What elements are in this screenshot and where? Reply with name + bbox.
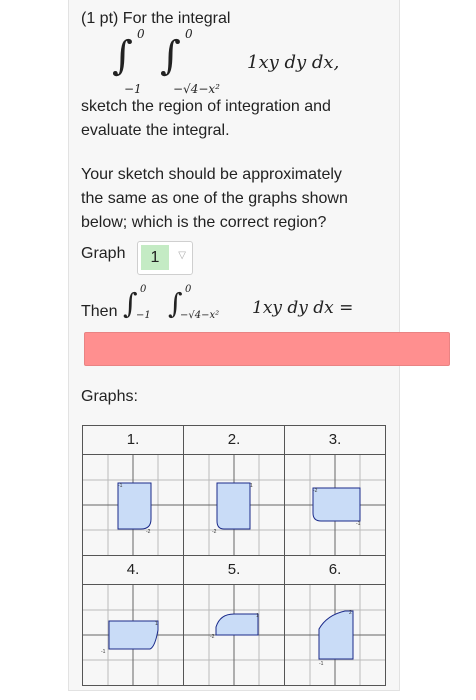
graph-number-4: 4. bbox=[83, 556, 184, 585]
tick-label: 1 bbox=[256, 613, 259, 619]
tick-label: -2 bbox=[313, 488, 318, 494]
tick-label: 1 bbox=[155, 621, 158, 627]
instruction-line-1: sketch the region of integration and bbox=[81, 98, 331, 115]
tick-label: -1 bbox=[319, 661, 324, 667]
tick-label: -2 bbox=[210, 634, 215, 640]
integral-sign-outer: ∫ bbox=[112, 33, 133, 79]
graph-number-6: 6. bbox=[285, 556, 386, 585]
graphs-table bbox=[82, 425, 386, 686]
graph-option-3 bbox=[285, 455, 386, 556]
then-inner-upper: 0 bbox=[185, 284, 192, 295]
graph-select[interactable] bbox=[137, 241, 193, 275]
outer-lower-limit: −1 bbox=[124, 82, 142, 96]
sketch-line-2: the same as one of the graphs shown bbox=[81, 190, 348, 207]
then-label: Then bbox=[81, 303, 118, 320]
tick-label: 2 bbox=[349, 610, 352, 616]
problem-statement: (1 pt) For the integral bbox=[81, 10, 231, 27]
graph-number-2: 2. bbox=[184, 426, 285, 455]
tick-label: -1 bbox=[101, 649, 106, 655]
region-shape bbox=[109, 621, 158, 649]
sketch-line-3: below; which is the correct region? bbox=[81, 214, 327, 231]
chevron-down-icon: ▽ bbox=[178, 250, 186, 261]
tick-label: 1 bbox=[250, 483, 253, 489]
region-shape bbox=[217, 483, 250, 529]
inner-lower-limit: −√4−x² bbox=[173, 82, 220, 96]
graph-option-4 bbox=[83, 585, 184, 686]
then-integral-sign-outer: ∫ bbox=[123, 287, 138, 320]
graph-number-5: 5. bbox=[184, 556, 285, 585]
inner-upper-limit: 0 bbox=[185, 27, 193, 41]
sketch-line-1: Your sketch should be approximately bbox=[81, 166, 342, 183]
graph-select-value: 1 bbox=[141, 245, 169, 270]
then-outer-lower: −1 bbox=[136, 310, 151, 321]
graph-option-2 bbox=[184, 455, 285, 556]
graphs-label: Graphs: bbox=[81, 388, 138, 405]
graph-select-label: Graph bbox=[81, 245, 126, 262]
then-outer-upper: 0 bbox=[140, 284, 147, 295]
region-shape bbox=[313, 488, 360, 521]
region-shape bbox=[319, 611, 353, 659]
tick-label: -1 bbox=[356, 521, 361, 527]
tick-label: -1 bbox=[118, 483, 123, 489]
outer-upper-limit: 0 bbox=[137, 27, 145, 41]
region-shape bbox=[216, 614, 258, 635]
answer-input[interactable] bbox=[84, 332, 450, 366]
graph-option-6 bbox=[285, 585, 386, 686]
graph-option-5 bbox=[184, 585, 285, 686]
graph-option-1 bbox=[83, 455, 184, 556]
then-integral-sign-inner: ∫ bbox=[168, 287, 183, 320]
graph-number-3: 3. bbox=[285, 426, 386, 455]
tick-label: -2 bbox=[212, 529, 217, 535]
region-shape bbox=[118, 483, 151, 529]
integrand: 1xy dy dx, bbox=[247, 52, 340, 73]
then-integrand: 1xy dy dx = bbox=[252, 298, 354, 318]
then-inner-lower: −√4−x² bbox=[180, 310, 220, 321]
tick-label: -2 bbox=[146, 529, 151, 535]
instruction-line-2: evaluate the integral. bbox=[81, 122, 230, 139]
graph-number-1: 1. bbox=[83, 426, 184, 455]
integral-sign-inner: ∫ bbox=[160, 33, 181, 79]
